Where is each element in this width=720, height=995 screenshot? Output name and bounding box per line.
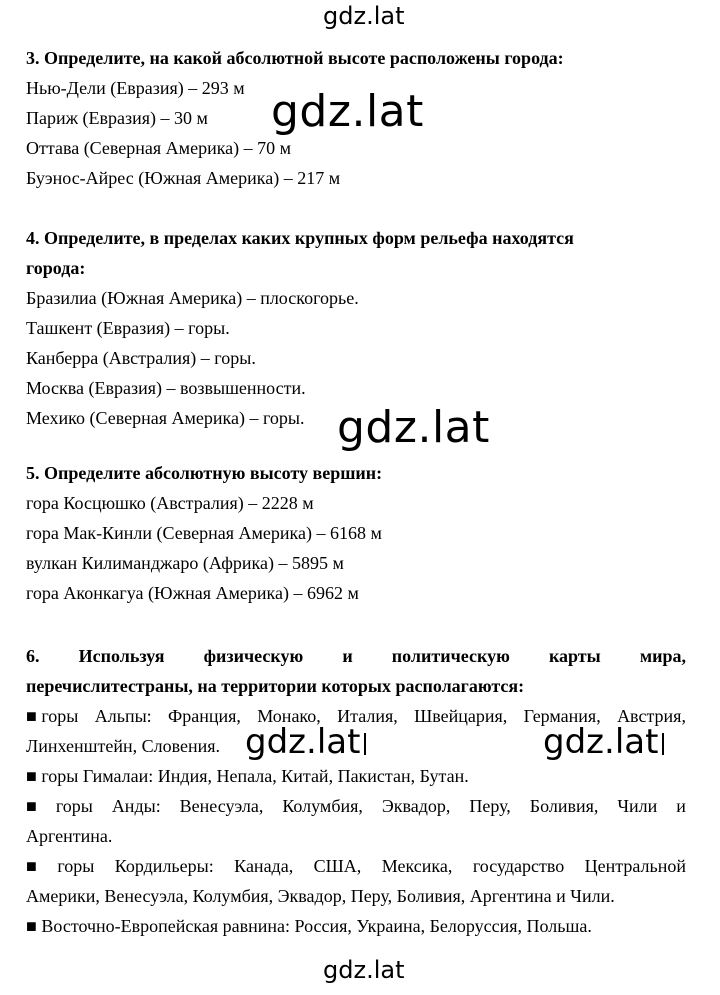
q6-item-himalaya: ■ горы Гималаи: Индия, Непала, Китай, Пакистан, Бутан. xyxy=(26,766,469,786)
q3-item: Оттава (Северная Америка) – 70 м xyxy=(26,138,292,158)
q4-heading: города: xyxy=(26,258,86,278)
q6-item-plain: ■ Восточно-Европейская равнина: Россия, Украина, Белоруссия, Польша. xyxy=(26,916,592,936)
q3-item: Буэнос-Айрес (Южная Америка) – 217 м xyxy=(26,168,341,188)
q4-item: Канберра (Австралия) – горы. xyxy=(26,348,256,368)
q4-item: Бразилиа (Южная Америка) – плоскогорье. xyxy=(26,288,359,308)
q3-heading: 3. Определите, на какой абсолютной высоте расположены города: xyxy=(26,48,564,68)
q4-item: Ташкент (Евразия) – горы. xyxy=(26,318,230,338)
q5-item: гора Аконкагуа (Южная Америка) – 6962 м xyxy=(26,583,359,603)
watermark-overlay: gdz.lat xyxy=(245,722,366,762)
q6-heading: 6. Используя физическую и политическую карты мира, xyxy=(26,646,686,666)
q3-item: Нью-Дели (Евразия) – 293 м xyxy=(26,78,245,98)
q5-heading: 5. Определите абсолютную высоту вершин: xyxy=(26,463,383,483)
q6-item-cordillera: ■ горы Кордильеры: Канада, США, Мексика, государство Центральной xyxy=(26,856,686,876)
watermark-bottom: gdz.lat xyxy=(323,956,405,984)
q6-item-alps: ■ горы Альпы: Франция, Монако, Италия, Швейцария, Германия, Австрия, xyxy=(26,706,686,726)
q6-item-andes: Аргентина. xyxy=(26,826,113,846)
watermark-overlay: gdz.lat xyxy=(337,402,490,453)
watermark-top: gdz.lat xyxy=(323,2,405,30)
q5-item: гора Косцюшко (Австралия) – 2228 м xyxy=(26,493,314,513)
q4-heading: 4. Определите, в пределах каких крупных форм рельефа находятся xyxy=(26,228,574,248)
q4-item: Москва (Евразия) – возвышенности. xyxy=(26,378,306,398)
q6-item-andes: ■ горы Анды: Венесуэла, Колумбия, Эквадор, Перу, Боливия, Чили и xyxy=(26,796,686,816)
watermark-overlay: gdz.lat xyxy=(271,86,424,137)
q6-item-cordillera: Америки, Венесуэла, Колумбия, Эквадор, Перу, Боливия, Аргентина и Чили. xyxy=(26,886,615,906)
q4-item: Мехико (Северная Америка) – горы. xyxy=(26,408,305,428)
q5-item: вулкан Килиманджаро (Африка) – 5895 м xyxy=(26,553,344,573)
watermark-overlay: gdz.lat xyxy=(543,722,664,762)
q5-item: гора Мак-Кинли (Северная Америка) – 6168 м xyxy=(26,523,382,543)
q6-heading: перечислитестраны, на территории которых располагаются: xyxy=(26,676,525,696)
q3-item: Париж (Евразия) – 30 м xyxy=(26,108,208,128)
q6-item-alps: Линхенштейн, Словения. xyxy=(26,736,221,756)
